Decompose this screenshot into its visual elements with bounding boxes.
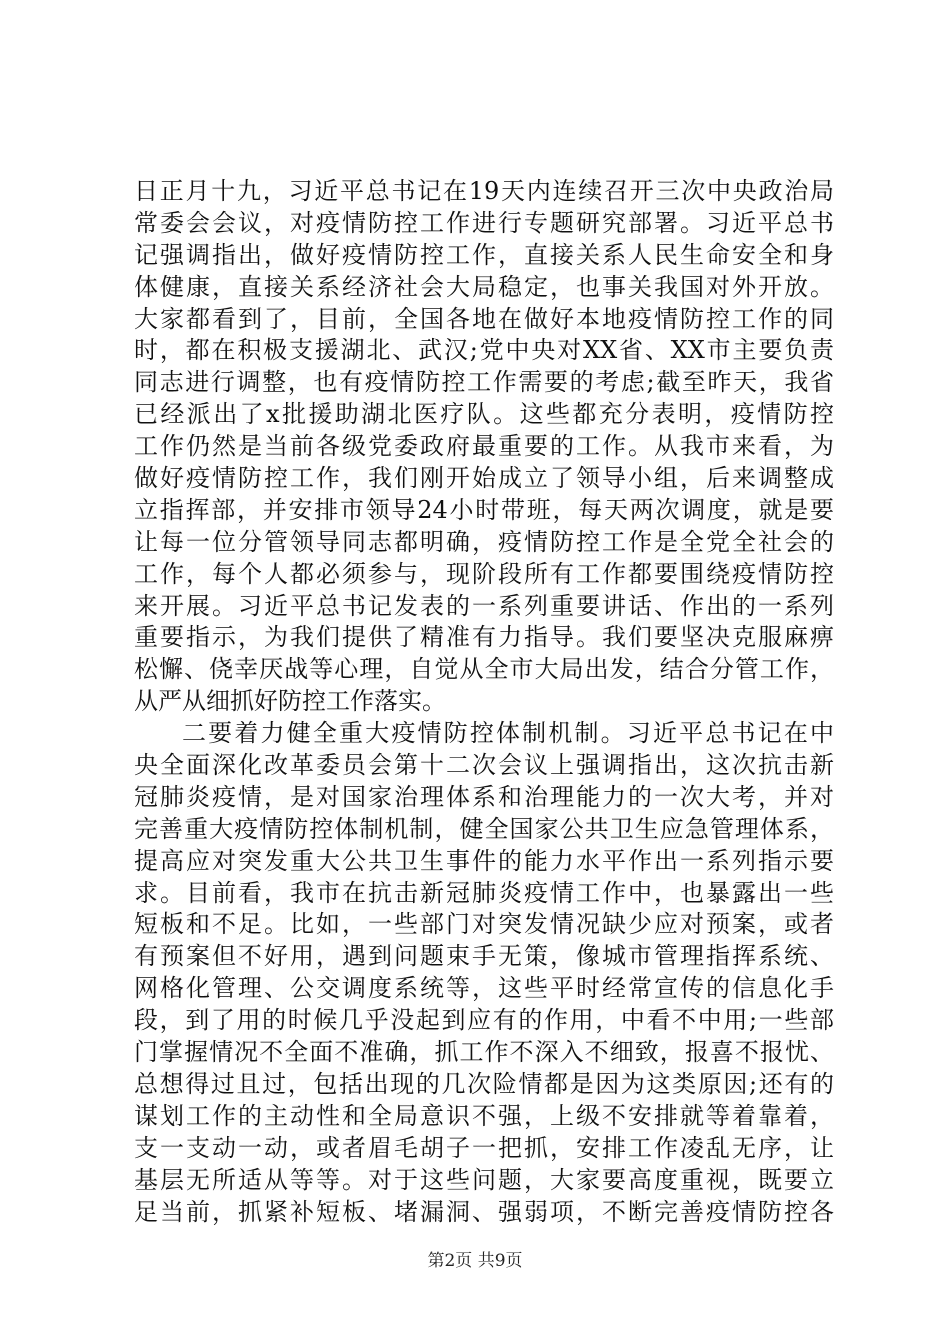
text-line: 基层无所适从等等。对于这些问题，大家要高度重视，既要立: [134, 1165, 834, 1194]
text-line: 工作，每个人都必须参与，现阶段所有工作都要围绕疫情防控: [134, 559, 834, 588]
text-line: 体健康，直接关系经济社会大局稳定，也事关我国对外开放。: [134, 272, 834, 301]
page-number-footer: 第2页 共9页: [427, 1251, 523, 1271]
text-line: 常委会会议，对疫情防控工作进行专题研究部署。习近平总书: [134, 208, 834, 237]
text-line: 完善重大疫情防控体制机制，健全国家公共卫生应急管理体系，: [134, 814, 834, 843]
text-line: 段，到了用的时候几乎没起到应有的作用，中看不中用;一些部: [134, 1006, 834, 1035]
text-line: 求。目前看，我市在抗击新冠肺炎疫情工作中，也暴露出一些: [134, 878, 834, 907]
text-line: 从严从细抓好防控工作落实。: [134, 687, 446, 716]
text-line: 时，都在积极支援湖北、武汉;党中央对XX省、XX市主要负责: [134, 336, 834, 365]
text-line: 支一支动一动，或者眉毛胡子一把抓，安排工作凌乱无序，让: [134, 1133, 834, 1162]
text-line: 央全面深化改革委员会第十二次会议上强调指出，这次抗击新: [134, 751, 834, 780]
paragraph: [134, 176, 834, 718]
text-line: 总想得过且过，包括出现的几次险情都是因为这类原因;还有的: [134, 1069, 834, 1098]
text-line: 谋划工作的主动性和全局意识不强，上级不安排就等着靠着，: [134, 1101, 834, 1130]
text-line: 冠肺炎疫情，是对国家治理体系和治理能力的一次大考，并对: [134, 782, 834, 811]
text-line: 有预案但不好用，遇到问题束手无策，像城市管理指挥系统、: [134, 942, 834, 971]
text-line: 记强调指出，做好疫情防控工作，直接关系人民生命安全和身: [134, 240, 834, 269]
text-line: 做好疫情防控工作，我们刚开始成立了领导小组，后来调整成: [134, 464, 834, 493]
paragraph: [134, 718, 834, 1228]
text-line: 足当前，抓紧补短板、堵漏洞、强弱项，不断完善疫情防控各: [134, 1197, 834, 1226]
text-line: 门掌握情况不全面不准确，抓工作不深入不细致，报喜不报忧、: [134, 1038, 834, 1067]
text-line: 提高应对突发重大公共卫生事件的能力水平作出一系列指示要: [134, 846, 834, 875]
document-body: [134, 176, 834, 1228]
text-line: 来开展。习近平总书记发表的一系列重要讲话、作出的一系列: [134, 591, 834, 620]
text-line: 立指挥部，并安排市领导24小时带班，每天两次调度，就是要: [134, 495, 834, 524]
text-line: 短板和不足。比如，一些部门对突发情况缺少应对预案，或者: [134, 910, 834, 939]
text-line: 大家都看到了，目前，全国各地在做好本地疫情防控工作的同: [134, 304, 834, 333]
text-line: 同志进行调整，也有疫情防控工作需要的考虑;截至昨天，我省: [134, 368, 834, 397]
text-line: 网格化管理、公交调度系统等，这些平时经常宣传的信息化手: [134, 974, 834, 1003]
text-line: 已经派出了x批援助湖北医疗队。这些都充分表明，疫情防控: [134, 400, 834, 429]
text-line: 让每一位分管领导同志都明确，疫情防控工作是全党全社会的: [134, 527, 834, 556]
text-line: 二要着力健全重大疫情防控体制机制。习近平总书记在中: [182, 719, 834, 748]
text-line: 松懈、侥幸厌战等心理，自觉从全市大局出发，结合分管工作，: [134, 655, 834, 684]
text-line: 重要指示，为我们提供了精准有力指导。我们要坚决克服麻痹: [134, 623, 834, 652]
text-line: 日正月十九，习近平总书记在19天内连续召开三次中央政治局: [134, 177, 834, 205]
text-line: 工作仍然是当前各级党委政府最重要的工作。从我市来看，为: [134, 432, 834, 461]
